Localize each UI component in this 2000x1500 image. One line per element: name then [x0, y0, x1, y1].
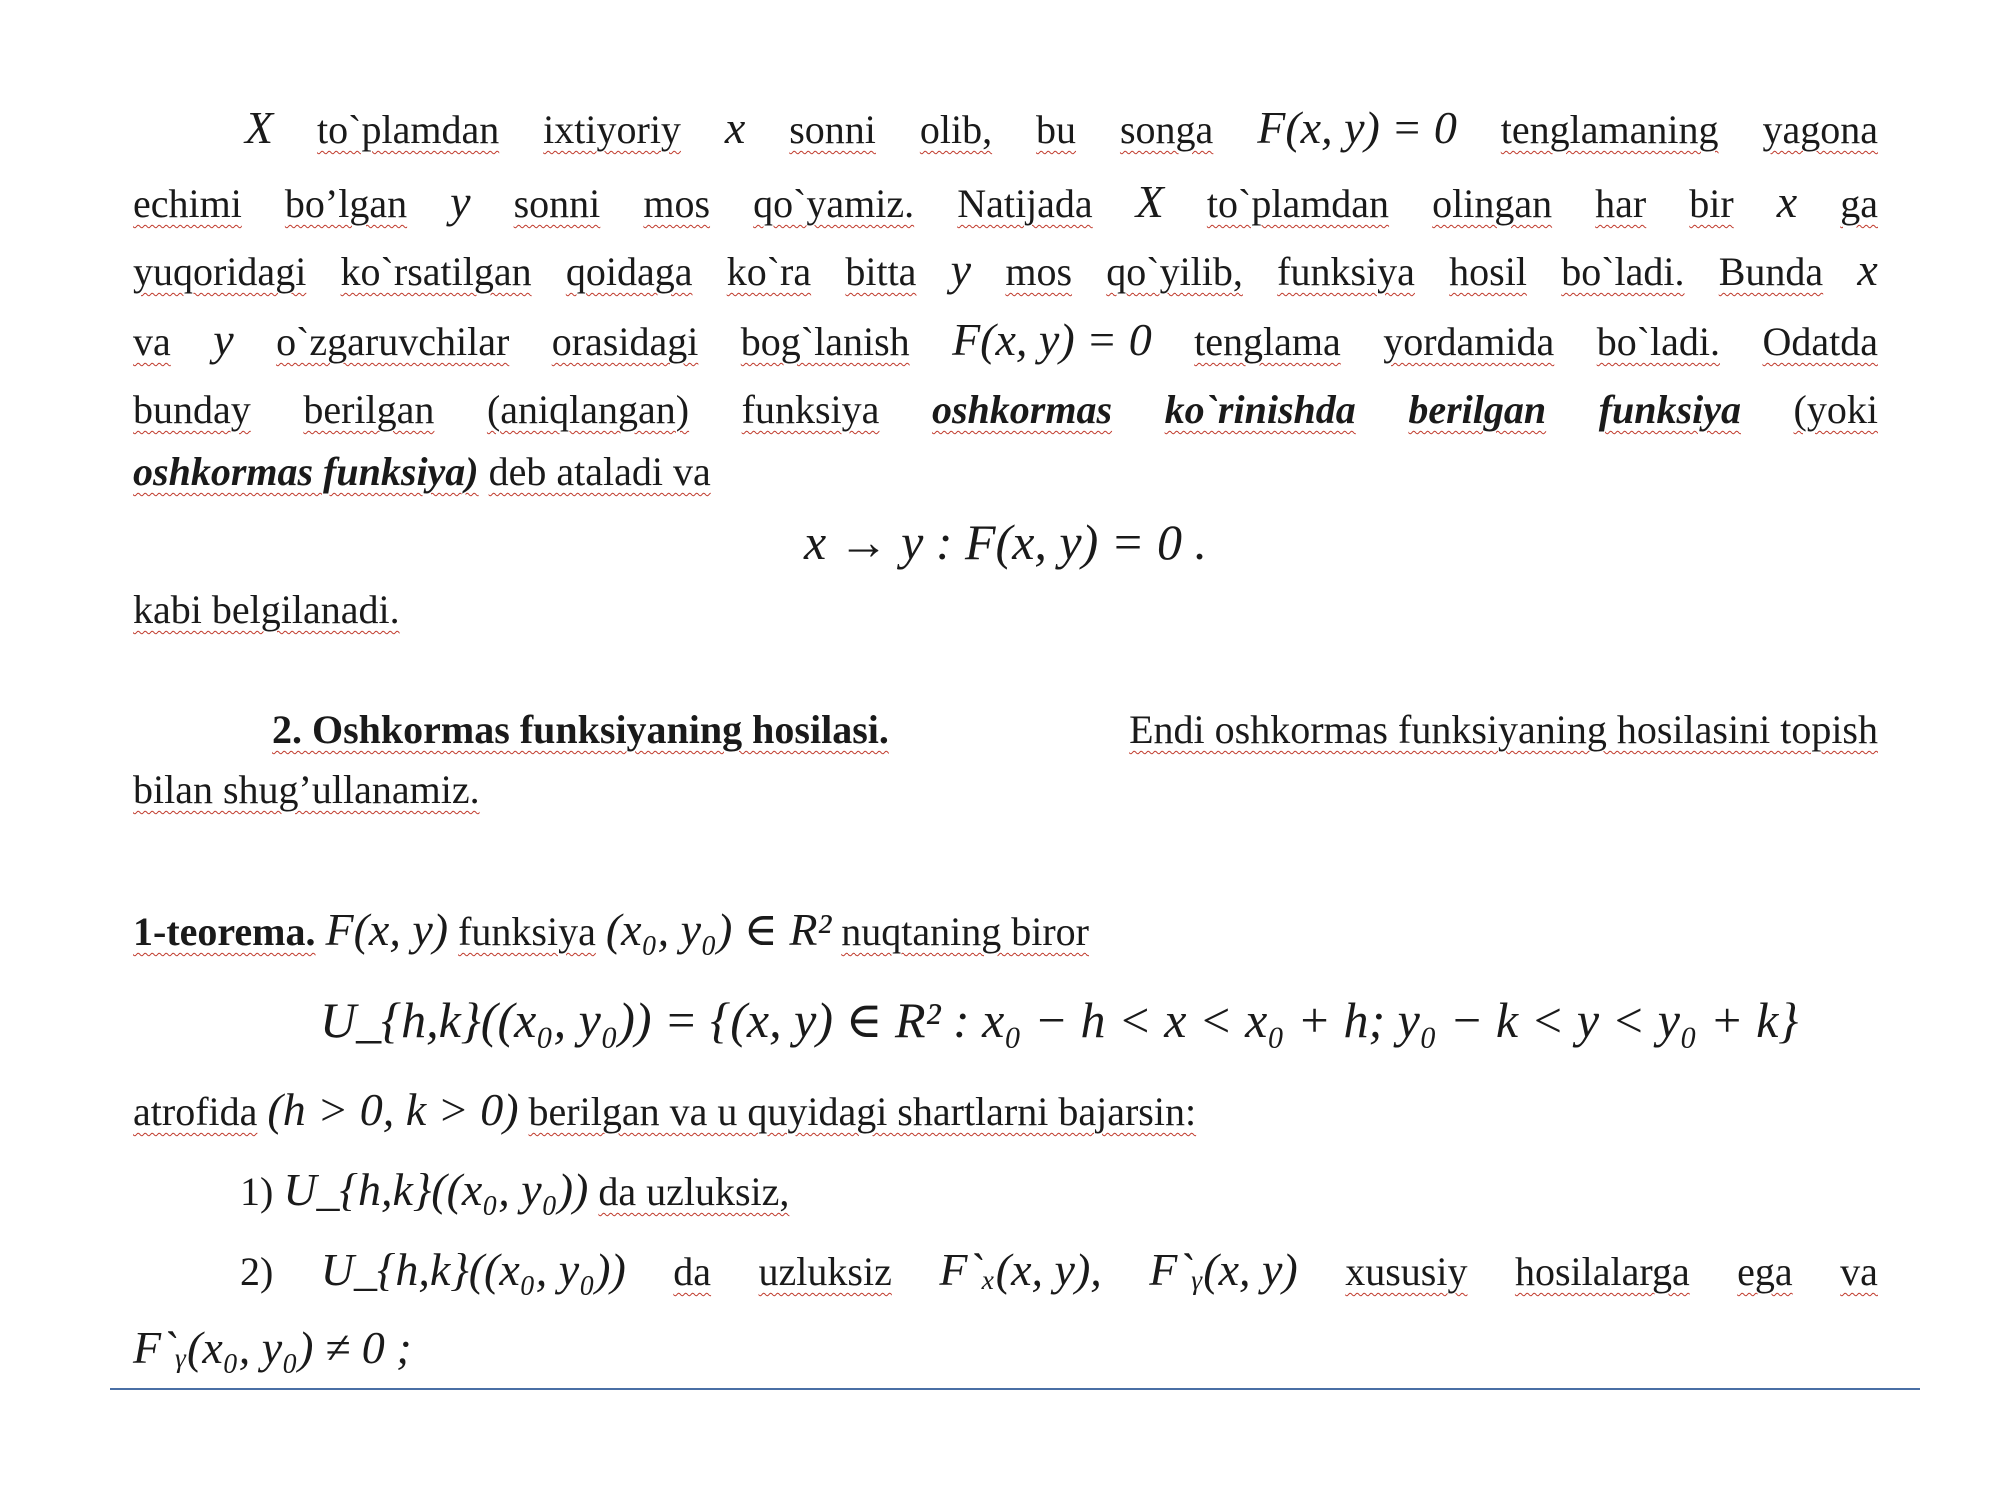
word: ko`rsatilgan: [340, 249, 532, 294]
word: atrofida: [133, 1089, 258, 1134]
word: yordamida: [1383, 319, 1555, 364]
theorem-item1: [240, 1160, 1880, 1222]
math-F: F(x, y): [325, 904, 449, 955]
word: to`plamdan: [1206, 181, 1390, 226]
word: funksiya: [741, 387, 880, 432]
math-X: X: [245, 102, 274, 153]
neighbourhood-formula: [320, 990, 1880, 1054]
word: mos: [1005, 249, 1073, 294]
para1-line1: [245, 98, 1878, 160]
word: ixtiyoriy: [543, 107, 681, 152]
word: uzluksiz: [758, 1249, 892, 1294]
word: orasidagi: [551, 319, 699, 364]
word: qo`yilib,: [1106, 249, 1243, 294]
section-line2: [133, 760, 1878, 820]
word: bo`ladi.: [1596, 319, 1720, 364]
term-bold: oshkormas funksiya): [133, 449, 479, 494]
math-Fy: F`ᵧ(x, y): [1149, 1244, 1298, 1295]
theorem-label: 1-teorema.: [133, 909, 316, 954]
para1-after: [133, 580, 1878, 640]
math-condition: F`ᵧ(x₀, y₀) ≠ 0 ;: [133, 1322, 412, 1373]
para1-line6: [133, 442, 1878, 502]
word: olib,: [919, 107, 993, 152]
word: songa: [1119, 107, 1214, 152]
word: olingan: [1432, 181, 1553, 226]
word: ega: [1737, 1249, 1793, 1294]
math-y: y: [950, 244, 972, 295]
word: berilgan: [303, 387, 435, 432]
word: funksiya: [458, 909, 596, 954]
math-U: U_{h,k}((x₀, y₀)): [320, 1244, 626, 1295]
word: ga: [1840, 181, 1878, 226]
term-bold: ko`rinishda: [1164, 387, 1356, 432]
term-bold: berilgan: [1408, 387, 1547, 432]
text: Endi oshkormas funksiyaning hosilasini topish: [1129, 707, 1878, 752]
para1-line5: [133, 380, 1878, 440]
text: nuqtaning biror: [841, 909, 1089, 954]
word: da: [673, 1249, 712, 1294]
theorem-item2: [240, 1240, 1878, 1302]
word: bitta: [845, 249, 917, 294]
word: (yoki: [1793, 387, 1878, 432]
math-point: (x₀, y₀) ∈ R²: [605, 904, 832, 955]
section-heading-line: [272, 700, 1878, 760]
word: xususiy: [1345, 1249, 1468, 1294]
word: echimi: [133, 181, 242, 226]
word: Natijada: [957, 181, 1093, 226]
term-bold: oshkormas: [931, 387, 1113, 432]
section-heading: 2. Oshkormas funksiyaning hosilasi.: [272, 707, 889, 752]
text: berilgan va u quyidagi shartlarni bajarsin:: [528, 1089, 1197, 1134]
word: va: [133, 319, 171, 364]
word: mos: [643, 181, 711, 226]
math-condition: (h > 0, k > 0): [267, 1084, 519, 1135]
formula-centered: [133, 512, 1878, 576]
math-formula: x → y : F(x, y) = 0 .: [803, 514, 1207, 570]
word: o`zgaruvchilar: [276, 319, 510, 364]
word: bo`ladi.: [1561, 249, 1685, 294]
term-bold: funksiya: [1598, 387, 1741, 432]
math-x: x: [724, 102, 746, 153]
word: Bunda: [1718, 249, 1824, 294]
text: da uzluksiz,: [598, 1169, 790, 1214]
word: yagona: [1762, 107, 1878, 152]
page-bottom-rule: [110, 1388, 1920, 1390]
math-equation: F(x, y) = 0: [952, 314, 1152, 365]
word: yuqoridagi: [133, 249, 307, 294]
word: hosil: [1449, 249, 1527, 294]
word: har: [1595, 181, 1647, 226]
word: ko`ra: [726, 249, 812, 294]
math-equation: F(x, y) = 0: [1257, 102, 1457, 153]
theorem-line1: [133, 900, 1878, 962]
word: va: [1840, 1249, 1878, 1294]
math-y: y: [213, 314, 234, 365]
math-x: x: [1776, 176, 1798, 227]
word: tenglamaning: [1500, 107, 1719, 152]
word: hosilalarga: [1514, 1249, 1690, 1294]
item-number: 2): [240, 1249, 274, 1294]
para1-line4: [133, 310, 1878, 372]
word: sonni: [513, 181, 601, 226]
text: kabi belgilanadi.: [133, 587, 400, 632]
word: to`plamdan: [317, 107, 500, 152]
word: bunday: [133, 387, 251, 432]
math-U: U_{h,k}((x₀, y₀)): [283, 1164, 589, 1215]
math-x: x: [1857, 244, 1878, 295]
word: sonni: [789, 107, 876, 152]
para1-line2: [133, 172, 1878, 234]
math-neighbourhood: U_{h,k}((x₀, y₀)) = {(x, y) ∈ R² : x₀ − h < x < x₀ + h; y₀ − k < y < y₀ + k}: [320, 992, 1799, 1048]
theorem-item2-condition: [133, 1318, 1878, 1380]
word: bo’lgan: [284, 181, 408, 226]
word: tenglama: [1194, 319, 1341, 364]
text: bilan shug’ullanamiz.: [133, 767, 480, 812]
para1-line3: [133, 240, 1878, 302]
math-y: y: [450, 176, 471, 227]
word: (aniqlangan): [486, 387, 690, 432]
math-X: X: [1135, 176, 1164, 227]
word: qo`yamiz.: [753, 181, 915, 226]
word: bir: [1689, 181, 1734, 226]
math-Fx: F`ₓ(x, y),: [939, 1244, 1102, 1295]
word: qoidaga: [565, 249, 693, 294]
word: funksiya: [1277, 249, 1415, 294]
text: deb ataladi va: [488, 449, 711, 494]
word: Odatda: [1762, 319, 1878, 364]
item-number: 1): [240, 1169, 274, 1214]
word: bog`lanish: [740, 319, 910, 364]
theorem-line3: [133, 1080, 1878, 1142]
word: bu: [1036, 107, 1077, 152]
